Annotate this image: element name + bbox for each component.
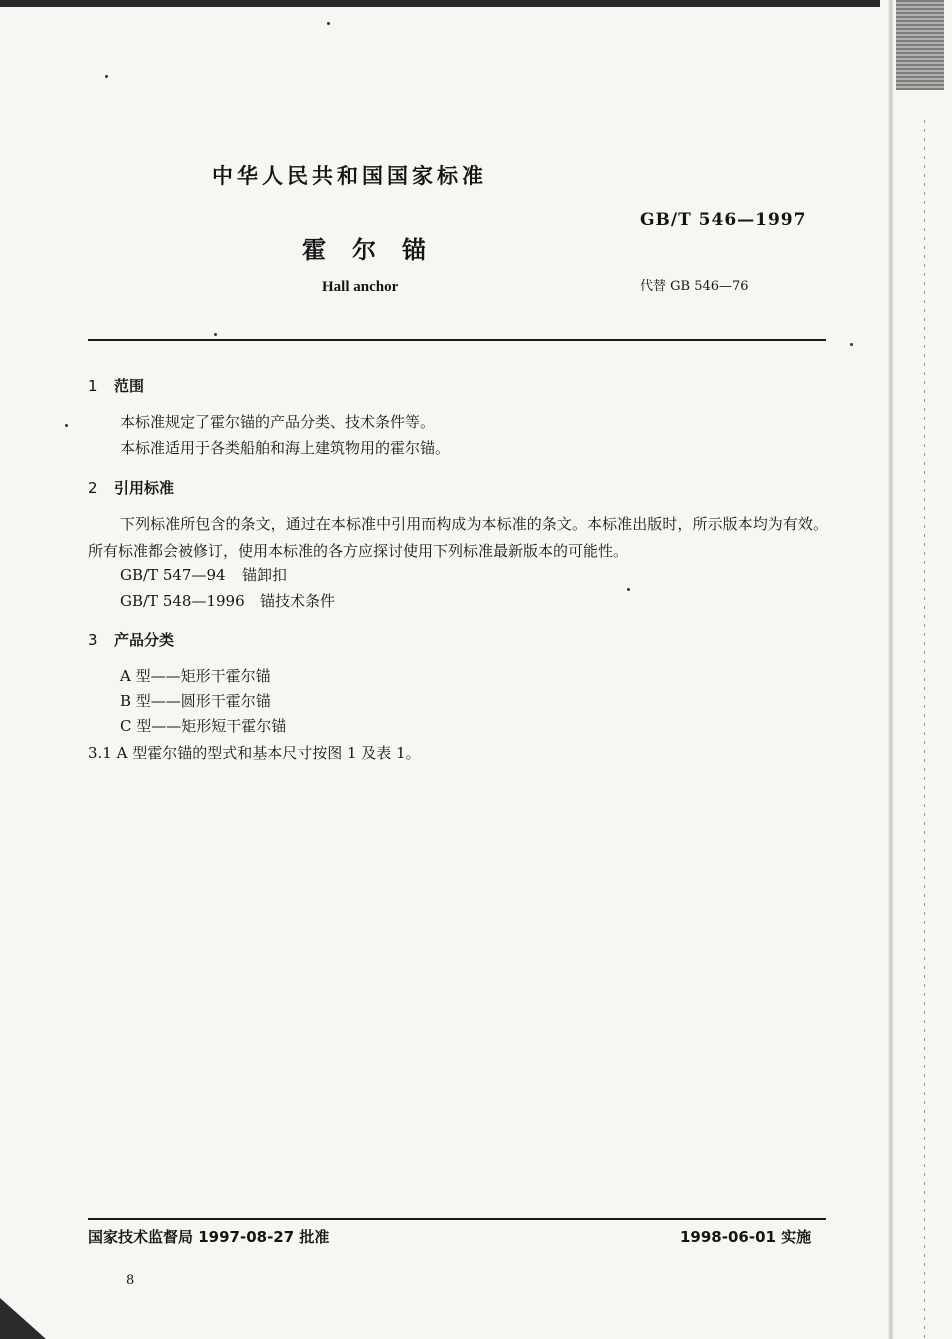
section-title: 引用标准: [114, 479, 175, 497]
page-number: 8: [126, 1273, 135, 1288]
clause-3-1: 3.1 A 型霍尔锚的型式和基本尺寸按图 1 及表 1。: [88, 744, 421, 762]
scope-paragraph-1: 本标准规定了霍尔锚的产品分类、技术条件等。: [120, 413, 436, 431]
reference-name: 锚技术条件: [260, 592, 336, 610]
scan-speck: [65, 424, 68, 427]
scan-right-edge: [888, 0, 894, 1339]
approval-date: 国家技术监督局 1997-08-27 批准: [88, 1228, 330, 1246]
section-title: 范围: [114, 377, 145, 395]
section-number: 3: [88, 631, 98, 649]
product-type-a: A 型——矩形干霍尔锚: [120, 667, 271, 685]
effective-date: 1998-06-01 实施: [680, 1228, 812, 1246]
document-code: GB/T 546—1997: [640, 210, 807, 230]
section-number: 2: [88, 479, 98, 497]
standard-title: 中华人民共和国国家标准: [212, 164, 487, 188]
reference-code: GB/T 547—94: [120, 566, 226, 584]
section-2-heading: [88, 477, 174, 498]
section-1-heading: [88, 375, 144, 396]
scan-top-edge: [0, 0, 880, 7]
scan-speck: [214, 333, 217, 336]
scan-speck: [327, 22, 330, 25]
scan-speck: [850, 343, 853, 346]
scan-right-blot: [896, 0, 944, 90]
scan-speck: [105, 75, 108, 78]
header-divider: [88, 339, 826, 341]
scan-corner-shadow: [0, 1298, 46, 1339]
document-title-english: Hall anchor: [322, 279, 399, 295]
scope-paragraph-2: 本标准适用于各类船舶和海上建筑物用的霍尔锚。: [120, 439, 451, 457]
reference-item: [120, 589, 335, 614]
section-3-heading: [88, 629, 174, 650]
reference-code: GB/T 548—1996: [120, 592, 245, 610]
reference-name: 锚卸扣: [242, 566, 288, 584]
document-title: 霍尔锚: [302, 236, 452, 264]
section-title: 产品分类: [114, 631, 175, 649]
product-type-b: B 型——圆形干霍尔锚: [120, 692, 271, 710]
section-number: 1: [88, 377, 98, 395]
reference-item: [120, 563, 287, 588]
references-intro: 下列标准所包含的条文，通过在本标准中引用而构成为本标准的条文。本标准出版时，所示版本均为有效。所有标准都会被修订，使用本标准的各方应探讨使用下列标准最新版本的可能性。: [88, 515, 828, 560]
scan-right-edge-line: [924, 120, 925, 1339]
replaces-standard: 代替 GB 546—76: [640, 279, 749, 294]
footer-divider: [88, 1218, 826, 1220]
scan-speck: [627, 588, 630, 591]
product-type-c: C 型——矩形短干霍尔锚: [120, 717, 287, 735]
